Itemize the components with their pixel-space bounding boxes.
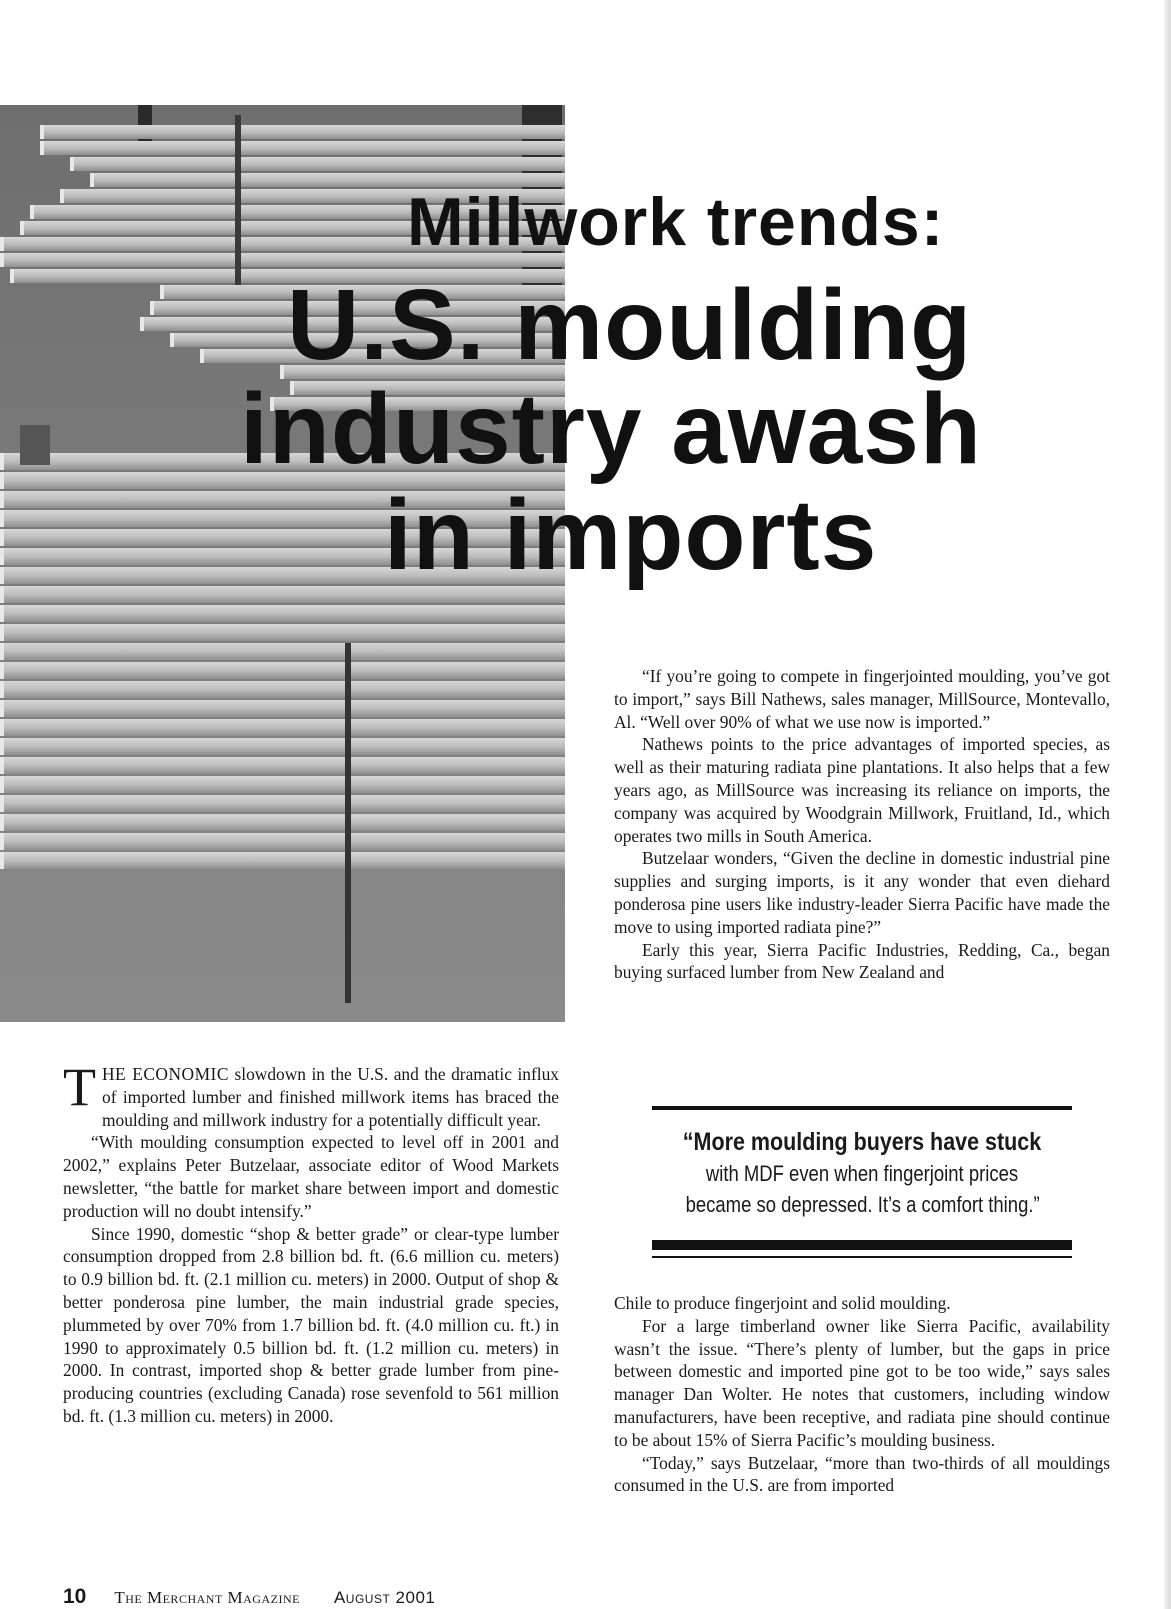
body-paragraph: Chile to produce fingerjoint and solid moulding.	[614, 1293, 951, 1313]
pull-quote-line-1: “More moulding buyers have stuck	[682, 1128, 1042, 1156]
lumber-board-end	[150, 301, 154, 315]
lumber-board	[0, 586, 565, 603]
lumber-board	[200, 349, 565, 363]
lumber-board	[40, 125, 565, 139]
lumber-board	[0, 567, 565, 584]
lumber-board-end	[40, 141, 44, 155]
pull-quote	[652, 1106, 1072, 1258]
article-column-left	[63, 1057, 559, 1428]
lumber-board-end	[0, 795, 4, 812]
lumber-board	[160, 285, 565, 299]
body-paragraph: “If you’re going to compete in fingerjointed moulding, you’ve got to import,” says Bill Nathews, sales manager, MillSource, Montevallo, Al. “Well over 90% of what we use now is imported.”	[614, 666, 1110, 732]
lumber-board	[90, 173, 565, 187]
headline-kicker: Millwork trends:	[407, 184, 945, 260]
lumber-board	[0, 757, 565, 774]
article-column-right-top	[614, 665, 1110, 984]
lumber-board	[0, 814, 565, 831]
lumber-board-end	[0, 253, 4, 267]
lumber-board	[170, 333, 565, 347]
body-paragraph: Since 1990, domestic “shop & better grade” or clear-type lumber consumption dropped from 2.8 billion bd. ft. (6.6 million cu. meters) to 0.9 billion bd. ft. (2.1 million cu. meters) in 2000. Output of shop & better ponderosa pine lumber, the main industrial grade species, plummeted by over 70% from 1.7 billion bd. ft. (4.0 million cu. ft.) in 1990 to approximately 0.5 billion bd. ft. (1.2 million cu. meters) in 2000. In contrast, imported shop & better grade lumber from pine-producing countries (excluding Canada) rose sevenfold to 561 million bd. ft. (1.3 million cu. meters) in 2000.	[63, 1223, 559, 1426]
pull-quote-rule-bottom-thin	[652, 1256, 1072, 1258]
headline-line-2: industry awash	[240, 373, 982, 485]
lumber-stack-photo	[0, 105, 565, 1022]
lumber-board	[40, 141, 565, 155]
pull-quote-line-2: with MDF even when fingerjoint prices	[705, 1161, 1019, 1186]
lumber-board	[290, 381, 565, 395]
lumber-board-end	[0, 738, 4, 755]
lumber-board-end	[0, 586, 4, 603]
lumber-board	[0, 491, 565, 508]
lumber-board	[0, 681, 565, 698]
lumber-board-end	[200, 349, 204, 363]
lumber-board	[10, 269, 565, 283]
issue-date: August 2001	[333, 1588, 436, 1607]
lumber-board	[20, 221, 565, 235]
article-column-right-bottom	[614, 1292, 1110, 1497]
lumber-board	[0, 833, 565, 850]
lumber-board	[0, 529, 565, 546]
lumber-board-end	[70, 157, 74, 171]
lumber-board	[0, 605, 565, 622]
lumber-board	[0, 253, 565, 267]
lumber-stack-illustration	[0, 105, 565, 1022]
page-number: 10	[63, 1585, 87, 1608]
intro-paragraph	[63, 1057, 559, 1131]
lumber-board-end	[10, 269, 14, 283]
lumber-board	[30, 205, 565, 219]
page-footer	[63, 1585, 435, 1609]
lumber-board-end	[0, 719, 4, 736]
lumber-board-end	[30, 205, 34, 219]
body-paragraph: Nathews points to the price advantages of imported species, as well as their maturing radiata pine plantations. It also helps that a few years ago, as MillSource was increasing its reliance on imports, the company was acquired by Woodgrain Millwork, Fruitland, Id., which operates two mills in South America.	[614, 734, 1110, 846]
lumber-board	[140, 317, 565, 331]
lumber-board-end	[160, 285, 164, 299]
page-edge	[1164, 0, 1171, 1609]
lumber-board-end	[0, 643, 4, 660]
lumber-board	[0, 700, 565, 717]
body-paragraph: “Today,” says Butzelaar, “more than two-thirds of all mouldings consumed in the U.S. are from imported	[614, 1452, 1110, 1496]
drop-cap: T	[63, 1057, 96, 1117]
lumber-board-end	[60, 189, 64, 203]
lumber-board	[150, 301, 565, 315]
headline-line-1: U.S. moulding	[287, 269, 973, 381]
intro-text: slowdown in the U.S. and the dramatic influx of imported lumber and finished millwork items has braced the moulding and millwork industry for a potentially difficult year.	[102, 1064, 559, 1130]
lumber-board-end	[40, 125, 44, 139]
lumber-board	[0, 719, 565, 736]
lumber-board-end	[0, 662, 4, 679]
body-paragraph: “With moulding consumption expected to level off in 2001 and 2002,” explains Peter Butzelaar, associate editor of Wood Markets newsletter, “the battle for market share between import and domestic production will no doubt intensify.”	[63, 1132, 559, 1221]
lumber-board	[0, 237, 565, 251]
lead-in-caps: HE ECONOMIC	[102, 1064, 229, 1084]
lumber-board	[60, 189, 565, 203]
lumber-board	[280, 365, 565, 379]
lumber-board	[0, 795, 565, 812]
body-paragraph: For a large timberland owner like Sierra Pacific, availability wasn’t the issue. “There’s plenty of lumber, but the gaps in price between domestic and imported pine got to be too wide,” says sales manager Dan Wolter. He notes that customers, including window manufacturers, have been receptive, and radiata pine should continue to be about 15% of Sierra Pacific’s moulding business.	[614, 1315, 1110, 1450]
lumber-board-end	[0, 237, 4, 251]
lumber-board-end	[90, 173, 94, 187]
lumber-board	[70, 157, 565, 171]
lumber-board	[0, 662, 565, 679]
lumber-board	[0, 776, 565, 793]
lumber-board-end	[0, 510, 4, 527]
body-paragraph: Early this year, Sierra Pacific Industries, Redding, Ca., began buying surfaced lumber from New Zealand and	[614, 939, 1110, 983]
lumber-board	[0, 738, 565, 755]
lumber-board-end	[140, 317, 144, 331]
lumber-board-end	[0, 814, 4, 831]
lumber-board-end	[0, 529, 4, 546]
lumber-board-end	[0, 453, 4, 470]
lumber-board-end	[0, 681, 4, 698]
pull-quote-rule-top	[652, 1106, 1072, 1110]
lumber-board-end	[0, 833, 4, 850]
lumber-board-end	[0, 700, 4, 717]
headline-line-3: in imports	[384, 479, 878, 591]
lumber-board-end	[0, 548, 4, 565]
lumber-board	[270, 397, 565, 411]
lumber-board	[0, 510, 565, 527]
lumber-board-end	[0, 472, 4, 489]
lumber-board	[0, 548, 565, 565]
pull-quote-line-3: became so depressed. It’s a comfort thing.”	[685, 1192, 1040, 1217]
lumber-board-end	[0, 624, 4, 641]
lumber-board	[0, 453, 565, 470]
lumber-board	[0, 852, 565, 869]
pull-quote-rule-bottom	[652, 1240, 1072, 1250]
lumber-board	[0, 643, 565, 660]
lumber-board-end	[170, 333, 174, 347]
lumber-board	[0, 472, 565, 489]
magazine-name: The Merchant Magazine	[114, 1588, 300, 1607]
lumber-board-end	[270, 397, 274, 411]
body-paragraph: Butzelaar wonders, “Given the decline in domestic industrial pine supplies and surging imports, is it any wonder that even diehard ponderosa pine users like industry-leader Sierra Pacific have made the move to using imported radiata pine?”	[614, 848, 1110, 937]
lumber-board-end	[290, 381, 294, 395]
lumber-board-end	[0, 852, 4, 869]
lumber-board-end	[0, 491, 4, 508]
lumber-board-end	[0, 605, 4, 622]
lumber-board	[0, 624, 565, 641]
lumber-board-end	[280, 365, 284, 379]
lumber-board-end	[20, 221, 24, 235]
lumber-board-end	[0, 776, 4, 793]
lumber-board-end	[0, 567, 4, 584]
lumber-board-end	[0, 757, 4, 774]
